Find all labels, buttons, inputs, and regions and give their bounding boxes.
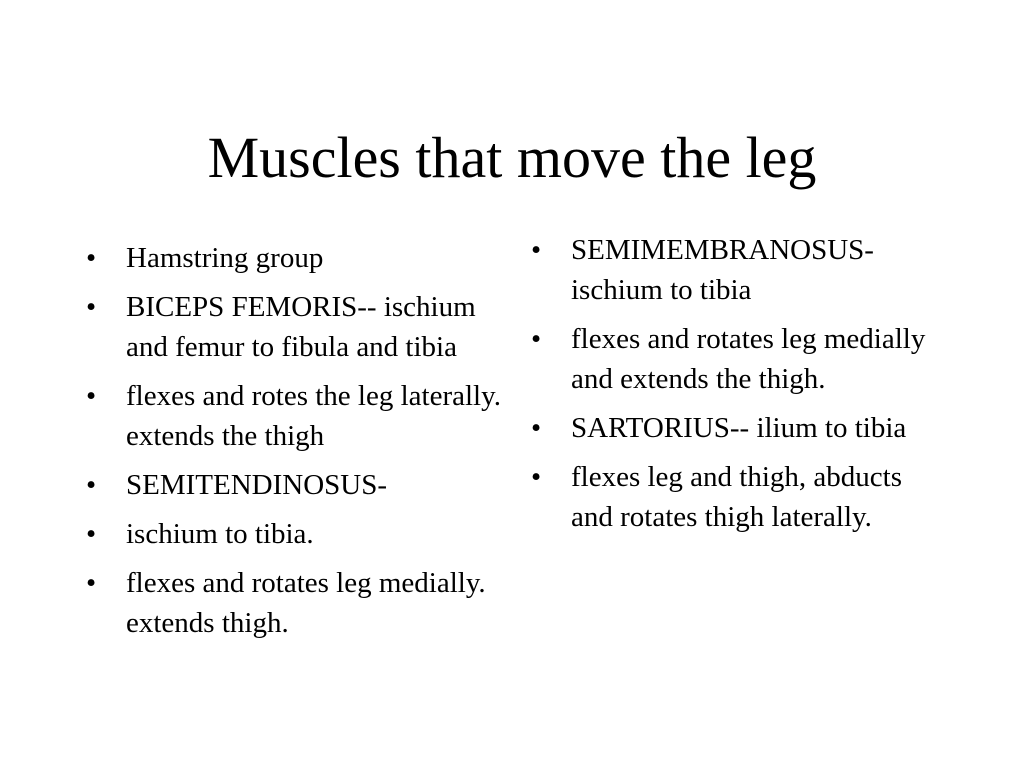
- bullet-icon: •: [86, 380, 97, 412]
- list-item-text: SARTORIUS-- ilium to tibia: [571, 412, 907, 444]
- bullet-icon: •: [531, 234, 542, 266]
- bullet-icon: •: [86, 567, 97, 599]
- list-item-text: Hamstring group: [126, 242, 324, 274]
- list-item-text: flexes and rotates leg medially and extends the thigh.: [571, 323, 926, 395]
- list-item: [86, 465, 506, 505]
- bullet-icon: •: [86, 291, 97, 323]
- list-item: [531, 230, 951, 310]
- slide-title: Muscles that move the leg: [207, 125, 817, 190]
- list-item: [86, 376, 506, 456]
- bullet-icon: •: [86, 242, 97, 274]
- bullet-icon: •: [531, 412, 542, 444]
- list-item: [531, 408, 951, 448]
- left-bullet-list: [86, 238, 506, 652]
- right-bullet-list: [531, 230, 951, 546]
- list-item-text: SEMITENDINOSUS-: [126, 469, 387, 501]
- list-item: [86, 238, 506, 278]
- bullet-icon: •: [531, 461, 542, 493]
- list-item: [531, 319, 951, 399]
- list-item-text: flexes and rotates leg medially. extends thigh.: [126, 567, 486, 639]
- list-item: [86, 563, 506, 643]
- list-item: [531, 457, 951, 537]
- list-item-text: flexes leg and thigh, abducts and rotates thigh laterally.: [571, 461, 902, 533]
- bullet-icon: •: [531, 323, 542, 355]
- list-item-text: SEMIMEMBRANOSUS- ischium to tibia: [571, 234, 874, 306]
- bullet-icon: •: [86, 518, 97, 550]
- list-item: [86, 287, 506, 367]
- bullet-icon: •: [86, 469, 97, 501]
- list-item: [86, 514, 506, 554]
- list-item-text: flexes and rotes the leg laterally. extends the thigh: [126, 380, 501, 452]
- list-item-text: BICEPS FEMORIS-- ischium and femur to fibula and tibia: [126, 291, 476, 363]
- list-item-text: ischium to tibia.: [126, 518, 314, 550]
